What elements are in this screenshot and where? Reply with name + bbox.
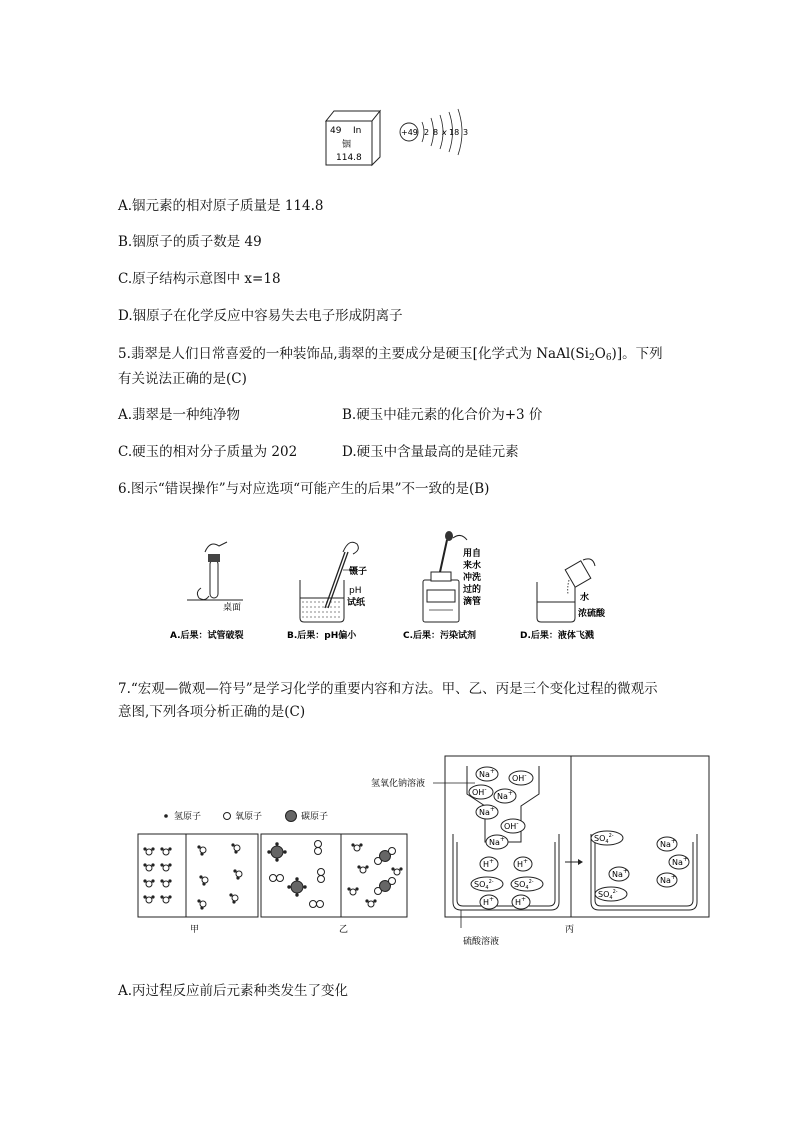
card-mass: 114.8 — [336, 153, 362, 163]
legend-h-marker — [164, 814, 168, 818]
q5-option-d: D.硬玉中含量最高的是硅元素 — [342, 444, 519, 460]
ion — [469, 785, 493, 799]
panel-b-label-ph: pH — [349, 586, 362, 596]
ion — [669, 855, 689, 869]
svg-text:Na+: Na+ — [489, 836, 505, 847]
legend — [164, 810, 328, 822]
naoh-label: 氢氧化钠溶液 — [371, 779, 426, 789]
panel-b-label-paper: 试纸 — [347, 598, 366, 608]
card-name: 铟 — [342, 140, 352, 150]
shell-1: 2 — [424, 128, 430, 137]
panel-d-label-acid: 浓硫酸 — [578, 609, 606, 619]
q5-stem-line1 — [118, 345, 663, 367]
legend-o-label: 氧原子 — [235, 812, 263, 822]
svg-text:OH-: OH- — [512, 772, 527, 783]
panel-c-label-2: 来水 — [463, 561, 482, 571]
ion — [511, 877, 543, 891]
label-jia: 甲 — [190, 925, 200, 935]
svg-text:SO42-: $SO_4^{2-}$ — [514, 879, 534, 891]
box-yi — [261, 834, 407, 935]
box-bing — [371, 756, 709, 947]
nucleus-charge: +49 — [401, 128, 418, 137]
q5-stem-pre: 5.翡翠是人们日常喜爱的一种装饰品,翡翠的主要成分是硬玉[化学式为 NaAl(Si — [118, 346, 589, 362]
svg-text:Na+: Na+ — [672, 856, 688, 867]
ion — [480, 895, 498, 909]
svg-text:Na+: Na+ — [612, 868, 628, 879]
svg-text:SO42-: $SO_4^{2-}$ — [594, 833, 614, 845]
q5-stem-post: )]。下列 — [611, 346, 663, 362]
q4-option-a: A.铟元素的相对原子质量是 114.8 — [118, 198, 324, 214]
ion — [595, 887, 627, 901]
label-bing: 丙 — [565, 925, 575, 935]
ion — [471, 877, 503, 891]
panel-a — [170, 542, 244, 641]
atom-structure — [400, 109, 468, 155]
q6-stem: 6.图示“错误操作”与对应选项“可能产生的后果”不一致的是(B) — [118, 481, 490, 497]
legend-c-label: 碳原子 — [301, 812, 329, 822]
q5-sub2: 6 — [605, 353, 612, 363]
panel-d-caption: D.后果：液体飞溅 — [520, 631, 594, 641]
ion — [512, 895, 530, 909]
panel-c-label-5: 滴管 — [463, 597, 482, 607]
ion — [657, 873, 677, 887]
q5-option-c: C.硬玉的相对分子质量为 202 — [118, 444, 298, 460]
panel-b-caption: B.后果：pH偏小 — [287, 631, 357, 641]
h2so4-label: 硫酸溶液 — [463, 937, 500, 947]
svg-text:SO42-: $SO_4^{2-}$ — [474, 879, 494, 891]
panel-c-label-4: 过的 — [463, 585, 482, 595]
q5-option-b: B.硬玉中硅元素的化合价为+3 价 — [342, 407, 543, 423]
svg-text:H+: H+ — [515, 896, 527, 907]
svg-text:Na+: Na+ — [479, 768, 495, 779]
svg-text:Na+: Na+ — [660, 874, 676, 885]
panel-c — [403, 531, 481, 641]
shell-3: x — [442, 128, 447, 137]
ion — [514, 857, 532, 871]
panel-a-caption: A.后果：试管破裂 — [170, 631, 244, 641]
ion — [480, 857, 498, 871]
legend-h-label: 氢原子 — [174, 812, 202, 822]
card-number: 49 — [330, 126, 342, 136]
q5-sub1: 2 — [589, 353, 595, 363]
panel-c-label-1: 用自 — [463, 549, 482, 559]
svg-text:Na+: Na+ — [660, 838, 676, 849]
svg-text:OH-: OH- — [472, 786, 487, 797]
panel-b-label-tweezers: 镊子 — [349, 567, 368, 577]
svg-text:H+: H+ — [483, 858, 495, 869]
ion — [609, 867, 629, 881]
shell-4: 18 — [449, 128, 460, 137]
ion — [501, 819, 525, 833]
shell-2: 8 — [433, 128, 439, 137]
ion — [591, 831, 623, 845]
ion — [476, 805, 498, 819]
svg-text:Na+: Na+ — [479, 806, 495, 817]
card-symbol: In — [353, 126, 362, 136]
q7-figure — [135, 752, 715, 950]
q5-stem-mid: O — [594, 346, 606, 362]
label-yi: 乙 — [339, 925, 349, 935]
panel-d — [520, 559, 606, 641]
panel-d-label-water: 水 — [580, 593, 590, 603]
q4-option-d: D.铟原子在化学反应中容易失去电子形成阴离子 — [118, 308, 403, 324]
ion — [476, 767, 498, 781]
shell-5: 3 — [463, 128, 469, 137]
legend-c-marker — [286, 811, 297, 822]
q5-option-a: A.翡翠是一种纯净物 — [118, 407, 241, 423]
q4-option-c: C.原子结构示意图中 x=18 — [118, 271, 281, 287]
box-jia — [138, 834, 258, 935]
ion — [509, 771, 533, 785]
q7-stem-line2: 意图,下列各项分析正确的是(C) — [118, 704, 306, 720]
svg-text:H+: H+ — [483, 896, 495, 907]
svg-text:Na+: Na+ — [497, 790, 513, 801]
q5-stem-line2: 有关说法正确的是(C) — [118, 371, 247, 387]
panel-c-caption: C.后果：污染试剂 — [403, 631, 477, 641]
q7-stem-line1: 7.“宏观—微观—符号”是学习化学的重要内容和方法。甲、乙、丙是三个变化过程的微观示 — [118, 681, 658, 697]
ion — [486, 835, 508, 849]
q6-figure — [165, 530, 645, 645]
panel-c-label-3: 冲洗 — [463, 573, 482, 583]
element-card — [326, 111, 380, 165]
legend-o-marker — [224, 813, 231, 820]
svg-text:OH-: OH- — [504, 820, 519, 831]
q7-option-a: A.丙过程反应前后元素种类发生了变化 — [118, 983, 349, 999]
ion — [494, 789, 516, 803]
q4-option-b: B.铟原子的质子数是 49 — [118, 234, 262, 250]
panel-b — [287, 542, 367, 641]
ion — [657, 837, 677, 851]
indium-figure — [320, 105, 480, 167]
panel-a-label: 桌面 — [223, 603, 242, 613]
svg-text:SO42-: $SO_4^{2-}$ — [598, 889, 618, 901]
svg-text:H+: H+ — [517, 858, 529, 869]
